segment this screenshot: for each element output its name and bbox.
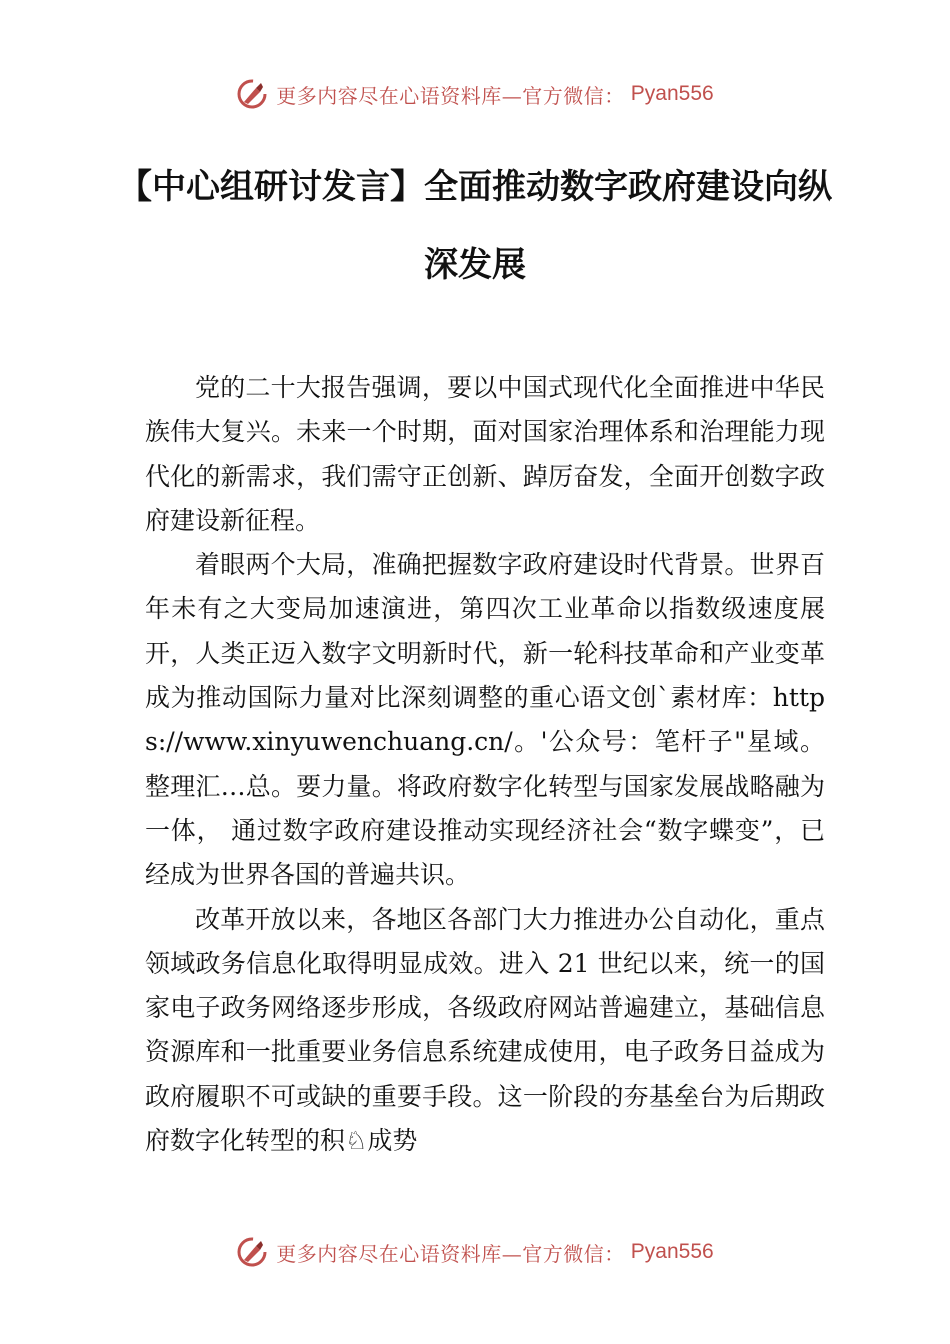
document-title: 【中心组研讨发言】全面推动数字政府建设向纵深发展 bbox=[118, 167, 832, 285]
document-body bbox=[145, 366, 825, 1163]
paragraph: 着眼两个大局，准确把握数字政府建设时代背景。世界百年未有之大变局加速演进，第四次工业革命以指数级速度展开，人类正迈入数字文明新时代，新一轮科技革命和产业变革成为推动国际力量对比深刻调整的重心语文创`素材库：https://www.xinyuwenchuang.cn/。'公众号：笔杆子"星域。整理汇…总。要力量。将政府数字化转型与国家发展战略融为一体， 通过数字政府建设推动实现经济社会“数字蝶变”，已经成为世界各国的普遍共识。 bbox=[145, 550, 825, 890]
header-banner bbox=[0, 74, 950, 114]
header-wechat-id: Pyan556 bbox=[630, 82, 714, 105]
footer-banner-text: 更多内容尽在心语资料库—官方微信： bbox=[276, 1241, 625, 1266]
header-banner-text: 更多内容尽在心语资料库—官方微信： bbox=[276, 83, 625, 108]
footer-banner bbox=[0, 1232, 950, 1272]
pen-nib-logo-icon bbox=[236, 1236, 268, 1268]
pen-nib-logo-icon bbox=[236, 78, 268, 110]
paragraph: 改革开放以来，各地区各部门大力推进办公自动化，重点领域政务信息化取得明显成效。进入 21 世纪以来，统一的国家电子政务网络逐步形成，各级政府网站普遍建立，基础信息资源库和一批重要业务信息系统建成使用，电子政务日益成为政府履职不可或缺的重要手段。这一阶段的夯基垒台为后期政府数字化转型的积♘成势 bbox=[145, 904, 825, 1156]
footer-wechat-id: Pyan556 bbox=[630, 1240, 714, 1263]
paragraph: 党的二十大报告强调，要以中国式现代化全面推进中华民族伟大复兴。未来一个时期，面对国家治理体系和治理能力现代化的新需求，我们需守正创新、踔厉奋发，全面开创数字政府建设新征程。 bbox=[145, 373, 825, 535]
